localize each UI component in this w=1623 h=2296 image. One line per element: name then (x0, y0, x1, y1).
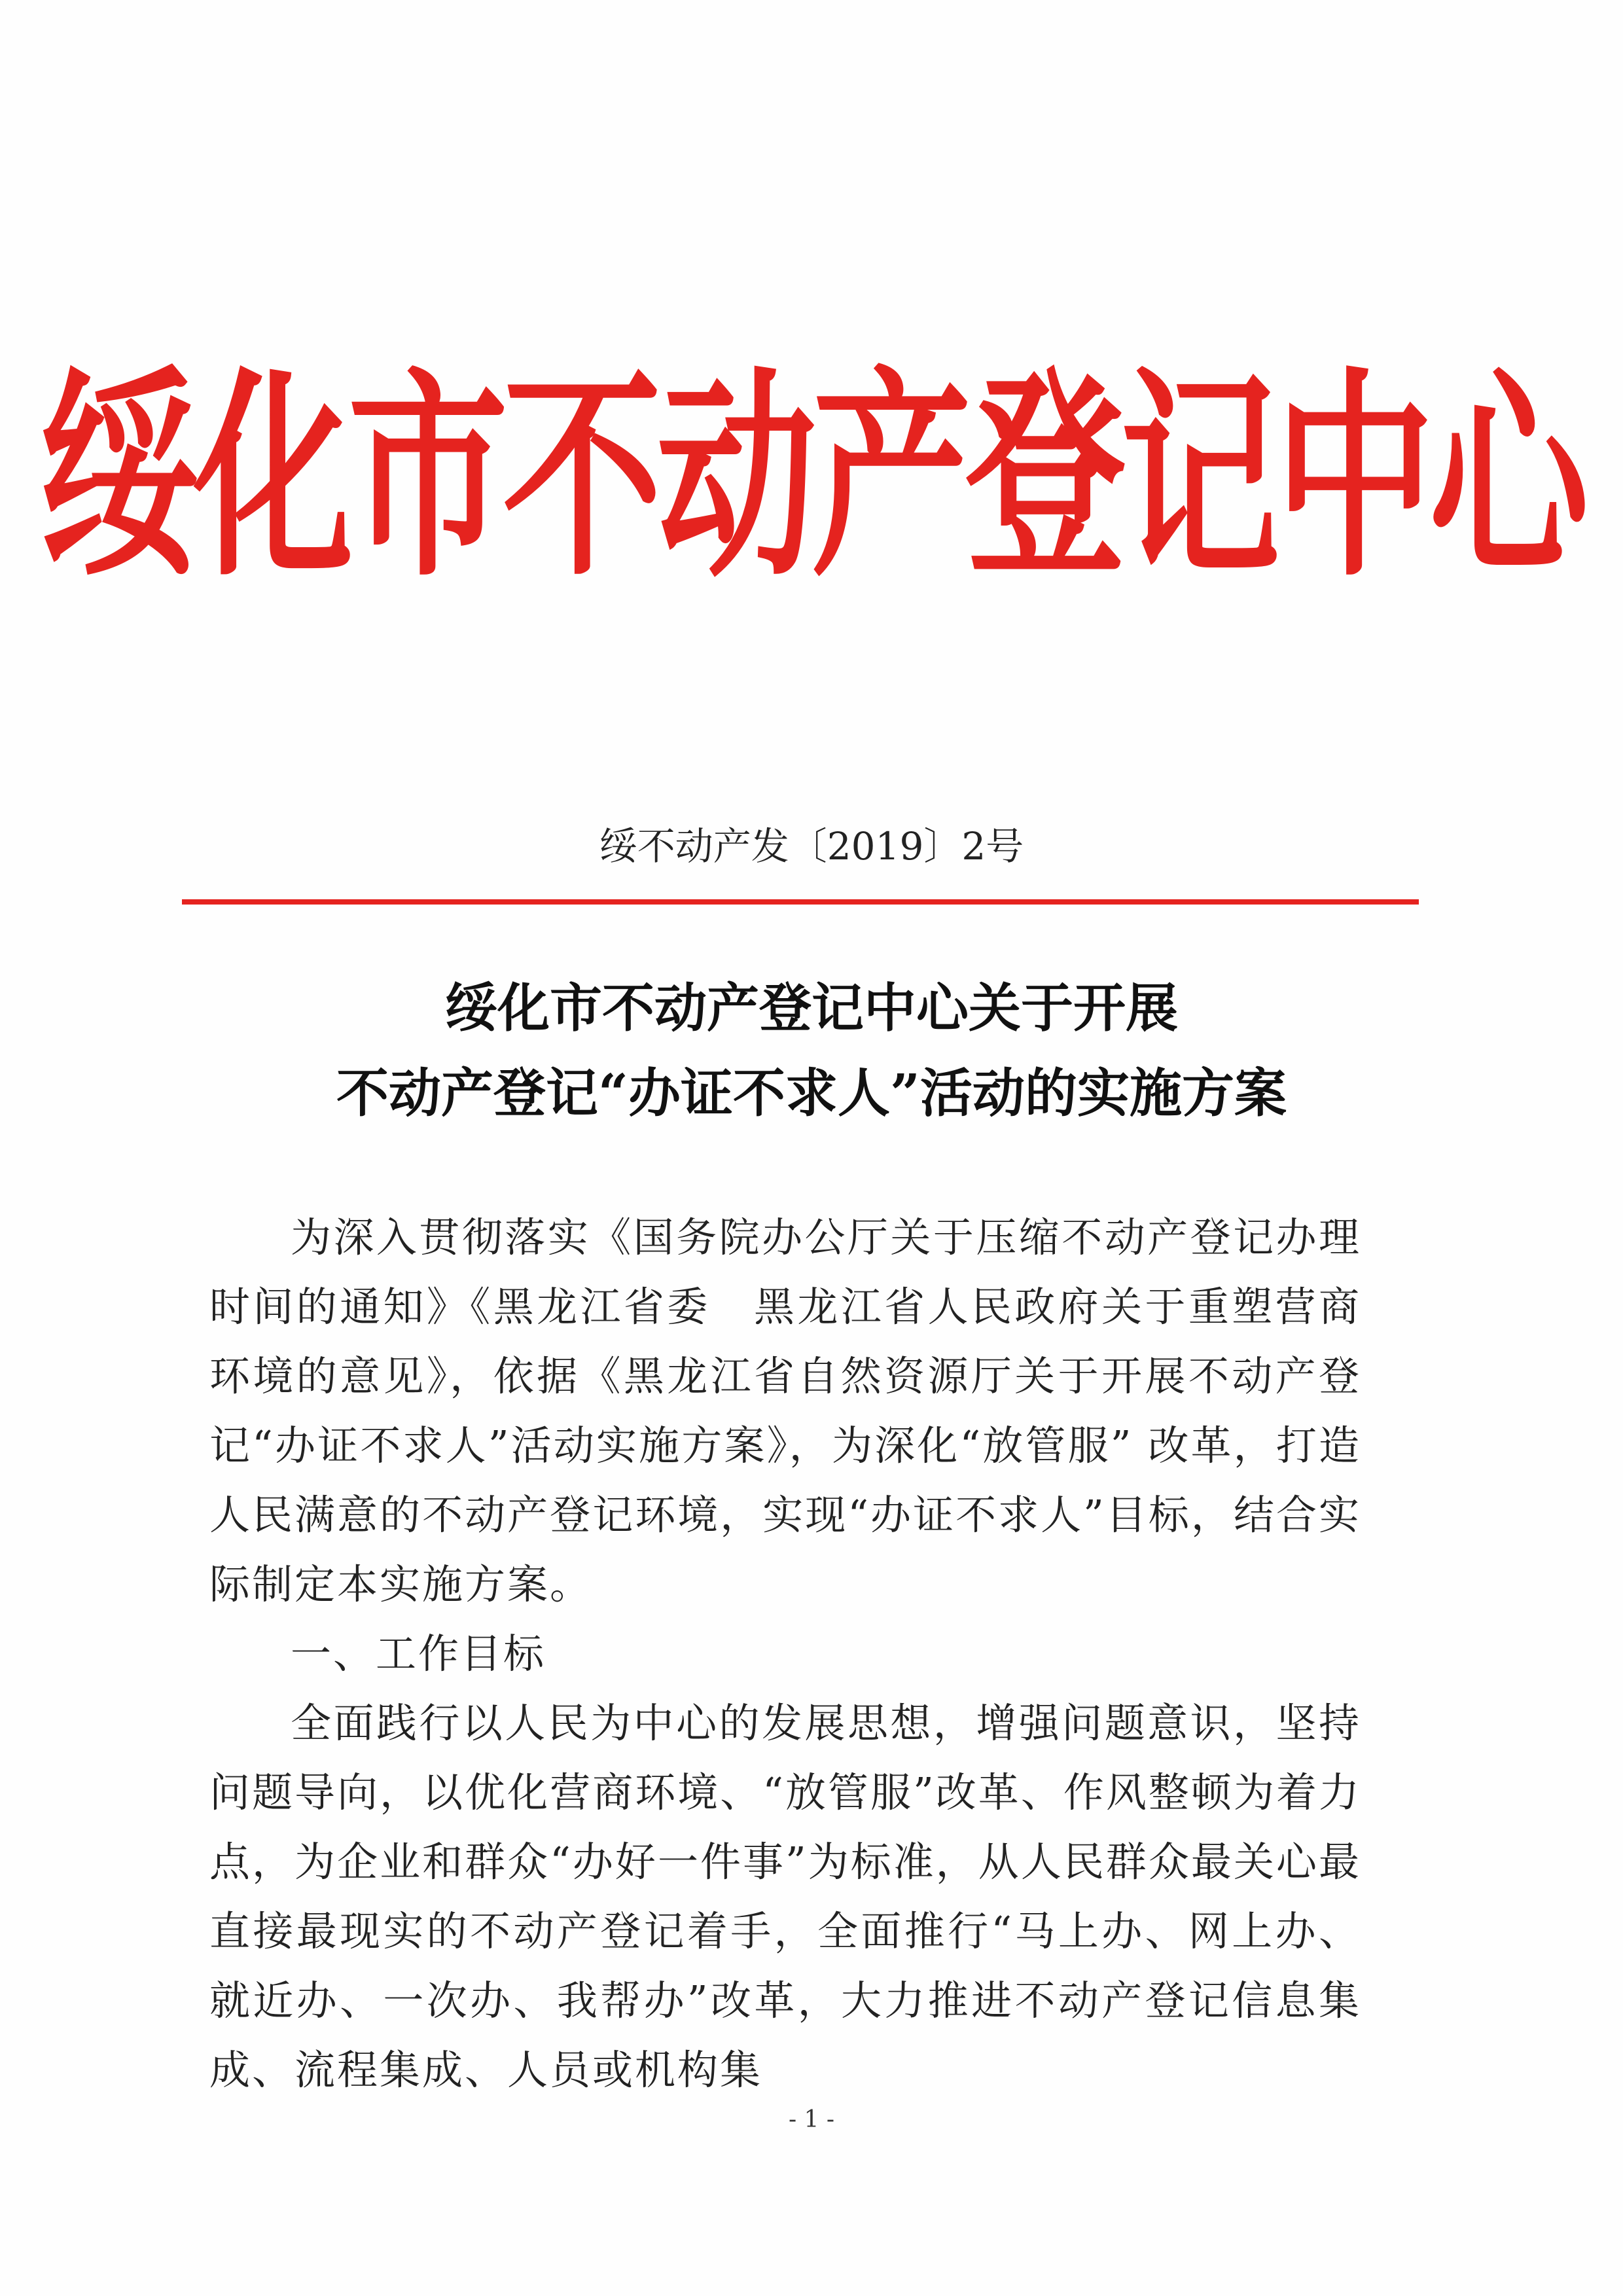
page-number: - 1 - (788, 2106, 835, 2133)
intro-paragraph: 为深入贯彻落实《国务院办公厅关于压缩不动产登记办理时间的通知》《黑龙江省委 黑龙江省人民政府关于重塑营商环境的意见》，依据《黑龙江省自然资源厅关于开展不动产登记“办证不求人”活动实施方案》，为深化“放管服” 改革，打造人民满意的不动产登记环境，实现“办证不求人”目标，结合实际制定本实施方案。 (209, 1213, 1361, 1608)
org-header: 绥化市不动产登记中心 (39, 346, 1584, 606)
section-heading-goals: 一、工作目标 (291, 1630, 546, 1677)
goals-paragraph: 全面践行以人民为中心的发展思想，增强问题意识，坚持问题导向，以优化营商环境、“放管服”改革、作风整顿为着力点，为企业和群众“办好一件事”为标准，从人民群众最关心最直接最现实的不动产登记着手，全面推行“马上办、网上办、就近办、一次办、我帮办”改革，大力推进不动产登记信息集成、流程集成、人员或机构集 (209, 1699, 1361, 2094)
doc-title (157, 965, 1466, 1136)
red-divider (182, 899, 1419, 905)
doc-number: 绥不动产发〔2019〕2号 (599, 824, 1024, 869)
doc-title-line-2: 不动产登记“办证不求人”活动的实施方案 (336, 1062, 1287, 1124)
doc-title-line-1: 绥化市不动产登记中心关于开展 (445, 977, 1178, 1039)
doc-body (209, 1203, 1361, 2105)
